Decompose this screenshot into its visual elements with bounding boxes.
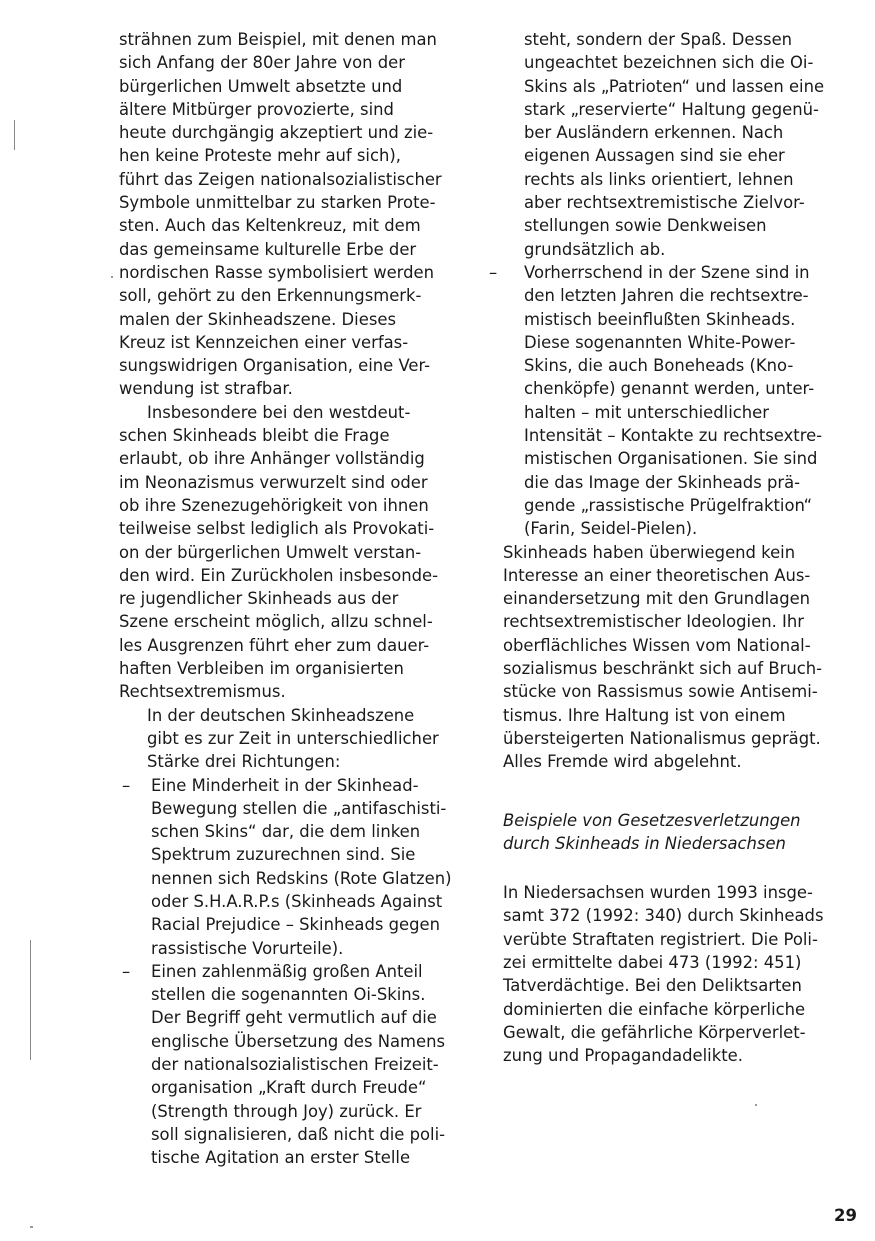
text-line: schen Skins“ dar, die dem linken bbox=[151, 822, 421, 842]
text-line: bürgerlichen Umwelt absetzte und bbox=[119, 76, 403, 96]
text-line: den letzten Jahren die rechtsextre- bbox=[524, 286, 809, 306]
text-line: In Niedersachsen wurden 1993 insge- bbox=[503, 883, 813, 903]
heading-line: Beispiele von Gesetzesverletzungen bbox=[503, 810, 801, 830]
text-line: strähnen zum Beispiel, mit denen man bbox=[119, 30, 437, 49]
paragraph-5 bbox=[503, 881, 848, 1067]
text-line: (Farin, Seidel-Pielen). bbox=[524, 519, 698, 539]
text-line: Spektrum zuzurechnen sind. Sie bbox=[151, 845, 416, 865]
text-line: Alles Fremde wird abgelehnt. bbox=[503, 752, 742, 772]
text-line: oder S.H.A.R.P.s (Skinheads Against bbox=[151, 891, 443, 911]
text-line: im Neonazismus verwurzelt sind oder bbox=[119, 472, 428, 492]
text-line: stellungen sowie Denkweisen bbox=[524, 216, 767, 236]
text-line: englische Übersetzung des Namens bbox=[151, 1031, 446, 1051]
text-line: – Einen zahlenmäßig großen Anteil bbox=[119, 960, 471, 983]
text-line: verübte Straftaten registriert. Die Poli- bbox=[503, 929, 818, 949]
text-line: chenköpfe) genannt werden, unter- bbox=[524, 379, 815, 399]
text-line: steht, sondern der Spaß. Dessen bbox=[524, 30, 793, 49]
text-line: Rechtsextremismus. bbox=[119, 682, 286, 702]
text-line: soll signalisieren, daß nicht die poli- bbox=[151, 1124, 446, 1144]
text-line: Skins, die auch Boneheads (Kno- bbox=[524, 356, 794, 376]
right-column bbox=[489, 28, 848, 1067]
text-line: mistischen Organisationen. Sie sind bbox=[524, 449, 818, 469]
text-line: Skins als „Patrioten“ und lassen eine bbox=[524, 76, 825, 96]
paragraph-3 bbox=[119, 704, 471, 774]
text-line: der nationalsozialistischen Freizeit- bbox=[151, 1055, 439, 1075]
text-line: les Ausgrenzen führt eher zum dauer- bbox=[119, 635, 430, 655]
scan-speck bbox=[30, 1226, 33, 1228]
text-line: soll, gehört zu den Erkennungsmerk- bbox=[119, 286, 422, 306]
text-line: on der bürgerlichen Umwelt verstan- bbox=[119, 542, 422, 562]
text-line: Skinheads haben überwiegend kein bbox=[503, 542, 796, 562]
text-line: Insbesondere bei den westdeut- bbox=[147, 402, 411, 422]
text-line: sten. Auch das Keltenkreuz, mit dem bbox=[119, 216, 421, 236]
bullet-dash: – bbox=[122, 961, 131, 981]
text-line: Bewegung stellen die „antifaschisti- bbox=[151, 798, 447, 818]
text-line: erlaubt, ob ihre Anhänger vollständig bbox=[119, 449, 425, 469]
text-line: stark „reservierte“ Haltung gegenü- bbox=[524, 99, 819, 119]
text-line: das gemeinsame kulturelle Erbe der bbox=[119, 239, 417, 259]
text-line: heute durchgängig akzeptiert und zie- bbox=[119, 123, 434, 143]
page-number: 29 bbox=[834, 1206, 857, 1225]
text-line: ältere Mitbürger provozierte, sind bbox=[119, 99, 394, 119]
scan-speck bbox=[111, 276, 113, 278]
spacer bbox=[503, 855, 848, 881]
heading-line: durch Skinheads in Niedersachsen bbox=[503, 833, 786, 853]
text-line: halten – mit unterschiedlicher bbox=[524, 402, 769, 422]
text-line: mistisch beeinflußten Skinheads. bbox=[524, 309, 796, 329]
text-line: – Vorherrschend in der Szene sind in bbox=[503, 261, 848, 284]
paragraph-2 bbox=[119, 401, 471, 704]
text-line: Interesse an einer theoretischen Aus- bbox=[503, 565, 811, 585]
text-line: stücke von Rassismus sowie Antisemi- bbox=[503, 682, 818, 702]
text-line: wendung ist strafbar. bbox=[119, 379, 293, 399]
text-line: aber rechtsextremistische Zielvor- bbox=[524, 193, 805, 213]
paragraph-1 bbox=[119, 28, 471, 401]
text-line: gibt es zur Zeit in unterschiedlicher bbox=[147, 728, 439, 748]
text-line: Szene erscheint möglich, allzu schnel- bbox=[119, 612, 433, 632]
text-line: ber Ausländern erkennen. Nach bbox=[524, 123, 784, 143]
text-line: dominierten die einfache körperliche bbox=[503, 999, 806, 1019]
bullet-dash: – bbox=[489, 262, 498, 282]
text-line: den wird. Ein Zurückholen insbesonde- bbox=[119, 565, 439, 585]
text-line: sich Anfang der 80er Jahre von der bbox=[119, 53, 405, 73]
text-line: organisation „Kraft durch Freude“ bbox=[151, 1078, 427, 1098]
scan-speck bbox=[755, 1104, 757, 1106]
bullet-item-antifascist bbox=[119, 774, 471, 960]
text-line: Kreuz ist Kennzeichen einer verfas- bbox=[119, 332, 409, 352]
text-line: tische Agitation an erster Stelle bbox=[151, 1148, 411, 1168]
text-line: ob ihre Szenezugehörigkeit von ihnen bbox=[119, 495, 429, 515]
text-line: re jugendlicher Skinheads aus der bbox=[119, 589, 399, 609]
scan-artifact bbox=[30, 940, 31, 1060]
text-line: tismus. Ihre Haltung ist von einem bbox=[503, 705, 786, 725]
text-line: oberflächliches Wissen vom National- bbox=[503, 635, 811, 655]
text-line: malen der Skinheadszene. Dieses bbox=[119, 309, 396, 329]
text-line: nordischen Rasse symbolisiert werden bbox=[119, 262, 435, 282]
text-line: gende „rassistische Prügelfraktion“ bbox=[524, 495, 813, 515]
text-line: übersteigerten Nationalismus geprägt. bbox=[503, 728, 821, 748]
text-line: haften Verbleiben im organisierten bbox=[119, 659, 404, 679]
spacer bbox=[503, 774, 848, 797]
text-line: eigenen Aussagen sind sie eher bbox=[524, 146, 785, 166]
text-line: Symbole unmittelbar zu starken Prote- bbox=[119, 193, 436, 213]
text-line: zei ermittelte dabei 473 (1992: 451) bbox=[503, 952, 802, 972]
text-line: führt das Zeigen nationalsozialistischer bbox=[119, 169, 442, 189]
paragraph-4 bbox=[503, 541, 848, 774]
text-line: sozialismus beschränkt sich auf Bruch- bbox=[503, 659, 823, 679]
text-line: Intensität – Kontakte zu rechtsextre- bbox=[524, 426, 823, 446]
text-line: Tatverdächtige. Bei den Deliktsarten bbox=[503, 976, 802, 996]
text-line: schen Skinheads bleibt die Frage bbox=[119, 426, 390, 446]
text-line: rechtsextremistischer Ideologien. Ihr bbox=[503, 612, 804, 632]
text-line: hen keine Proteste mehr auf sich), bbox=[119, 146, 401, 166]
text-line: teilweise selbst lediglich als Provokati- bbox=[119, 519, 435, 539]
text-line: Gewalt, die gefährliche Körperverlet- bbox=[503, 1022, 806, 1042]
text-line: Der Begriff geht vermutlich auf die bbox=[151, 1008, 437, 1028]
scan-artifact bbox=[14, 120, 15, 150]
text-line: ungeachtet bezeichnen sich die Oi- bbox=[524, 53, 814, 73]
text-line: nennen sich Redskins (Rote Glatzen) bbox=[151, 868, 452, 888]
bullet-item-oi-skins bbox=[119, 960, 471, 1170]
text-line: Diese sogenannten White-Power- bbox=[524, 332, 796, 352]
text-line: einandersetzung mit den Grundlagen bbox=[503, 589, 811, 609]
text-line: rassistische Vorurteile). bbox=[151, 938, 344, 958]
text-line: – Eine Minderheit in der Skinhead- bbox=[119, 774, 471, 797]
section-heading bbox=[503, 809, 848, 856]
text-line: die das Image der Skinheads prä- bbox=[524, 472, 801, 492]
text-line: Racial Prejudice – Skinheads gegen bbox=[151, 915, 440, 935]
text-line: Stärke drei Richtungen: bbox=[147, 752, 341, 772]
text-line: stellen die sogenannten Oi-Skins. bbox=[151, 985, 426, 1005]
text-line: In der deutschen Skinheadszene bbox=[147, 705, 415, 725]
bullet-item-oi-skins-continued bbox=[503, 28, 848, 261]
text-line: (Strength through Joy) zurück. Er bbox=[151, 1101, 422, 1121]
left-column bbox=[119, 28, 471, 1170]
text-line: zung und Propagandadelikte. bbox=[503, 1046, 743, 1066]
text-line: grundsätzlich ab. bbox=[524, 239, 666, 259]
text-line: samt 372 (1992: 340) durch Skinheads bbox=[503, 906, 824, 926]
text-line: sungswidrigen Organisation, eine Ver- bbox=[119, 356, 431, 376]
bullet-dash: – bbox=[122, 775, 131, 795]
text-line: rechts als links orientiert, lehnen bbox=[524, 169, 794, 189]
bullet-item-white-power bbox=[489, 261, 848, 541]
